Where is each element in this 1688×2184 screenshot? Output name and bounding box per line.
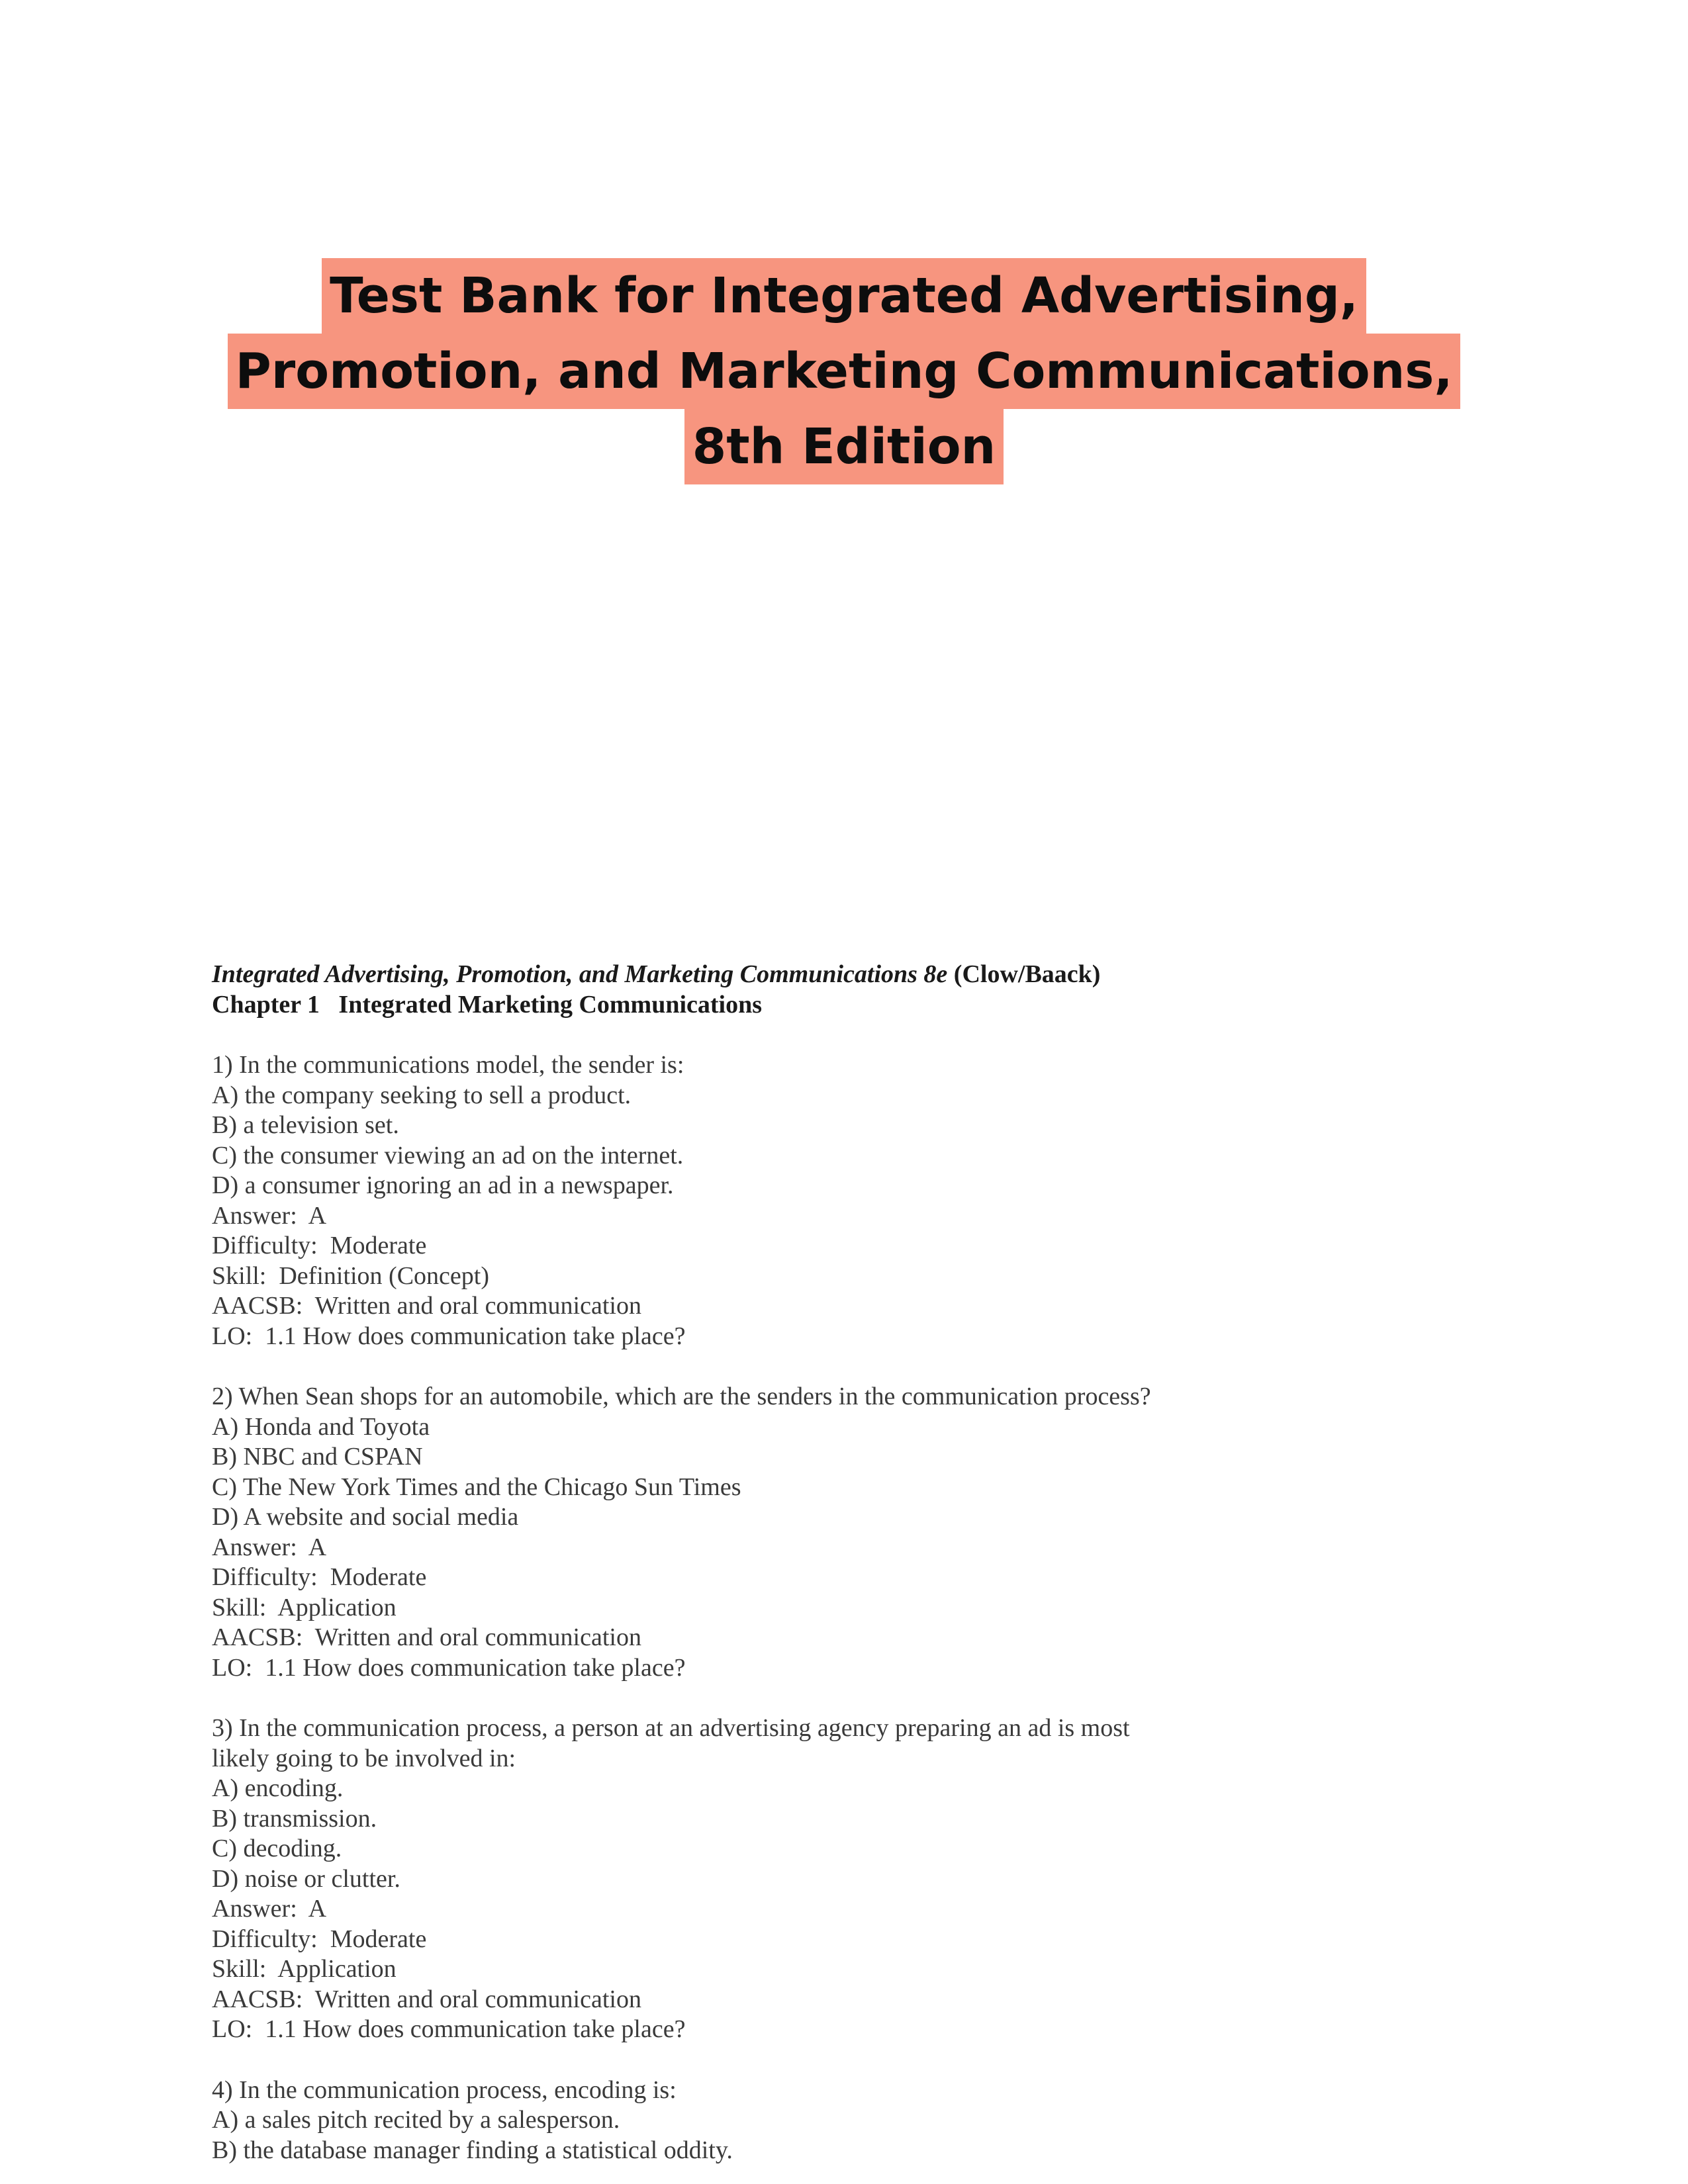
- book-authors: (Clow/Baack): [947, 960, 1101, 988]
- difficulty: Difficulty: Moderate: [212, 1232, 427, 1259]
- learning-objective: LO: 1.1 How does communication take place?: [212, 1653, 686, 1682]
- title-banner: [0, 258, 1688, 484]
- answer-option: A) encoding.: [212, 1774, 344, 1802]
- answer-option: C) decoding.: [212, 1835, 342, 1862]
- answer-option: D) noise or clutter.: [212, 1864, 400, 1893]
- skill: Skill: Application: [212, 1593, 397, 1621]
- aacsb: AACSB: Written and oral communication: [212, 1623, 641, 1651]
- answer-key: Answer: A: [212, 1533, 327, 1561]
- learning-objective: LO: 1.1 How does communication take place?: [212, 1322, 686, 1350]
- question-item: [212, 1050, 1470, 1351]
- difficulty: Difficulty: Moderate: [212, 1563, 427, 1591]
- answer-key: Answer: A: [212, 1895, 327, 1923]
- answer-key: Answer: A: [212, 1201, 327, 1230]
- question-item: [212, 1382, 1470, 1683]
- learning-objective: LO: 1.1 How does communication take place?: [212, 2015, 686, 2043]
- document-scan: [212, 960, 1470, 2165]
- question-stem-continued: likely going to be involved in:: [212, 1744, 516, 1772]
- aacsb: AACSB: Written and oral communication: [212, 1292, 641, 1320]
- answer-option: C) the consumer viewing an ad on the internet.: [212, 1141, 684, 1169]
- document-title: [212, 960, 1470, 990]
- answer-option: D) A website and social media: [212, 1503, 519, 1531]
- question-item: [212, 2075, 1470, 2166]
- banner-line: [0, 334, 1688, 409]
- skill: Skill: Definition (Concept): [212, 1261, 490, 1290]
- question-stem: 4) In the communication process, encoding is:: [212, 2075, 677, 2104]
- question-stem: 1) In the communications model, the sender is:: [212, 1051, 684, 1079]
- answer-option: B) transmission.: [212, 1804, 377, 1833]
- answer-option: B) NBC and CSPAN: [212, 1443, 423, 1471]
- banner-text: Test Bank for Integrated Advertising,: [322, 258, 1366, 334]
- answer-option: A) the company seeking to sell a product.: [212, 1081, 632, 1109]
- skill: Skill: Application: [212, 1955, 397, 1983]
- banner-text: 8th Edition: [684, 409, 1004, 484]
- answer-option: A) a sales pitch recited by a salesperson.: [212, 2106, 620, 2134]
- answer-option: B) a television set.: [212, 1111, 399, 1139]
- answer-option: B) the database manager finding a statistical oddity.: [212, 2136, 733, 2164]
- question-stem: 2) When Sean shops for an automobile, which are the senders in the communication process?: [212, 1383, 1151, 1410]
- banner-text: Promotion, and Marketing Communications,: [228, 334, 1461, 409]
- answer-option: A) Honda and Toyota: [212, 1412, 430, 1441]
- aacsb: AACSB: Written and oral communication: [212, 1985, 641, 2013]
- answer-option: D) a consumer ignoring an ad in a newspaper.: [212, 1171, 674, 1199]
- answer-option: C) The New York Times and the Chicago Sun Times: [212, 1473, 741, 1501]
- book-title: Integrated Advertising, Promotion, and Marketing Communications 8e: [212, 960, 948, 988]
- banner-line: [0, 258, 1688, 334]
- question-stem: 3) In the communication process, a person at an advertising agency preparing an ad is most: [212, 1714, 1130, 1742]
- banner-line: [0, 409, 1688, 484]
- chapter-heading: Chapter 1 Integrated Marketing Communications: [212, 990, 763, 1019]
- question-item: [212, 1713, 1470, 2045]
- difficulty: Difficulty: Moderate: [212, 1925, 427, 1953]
